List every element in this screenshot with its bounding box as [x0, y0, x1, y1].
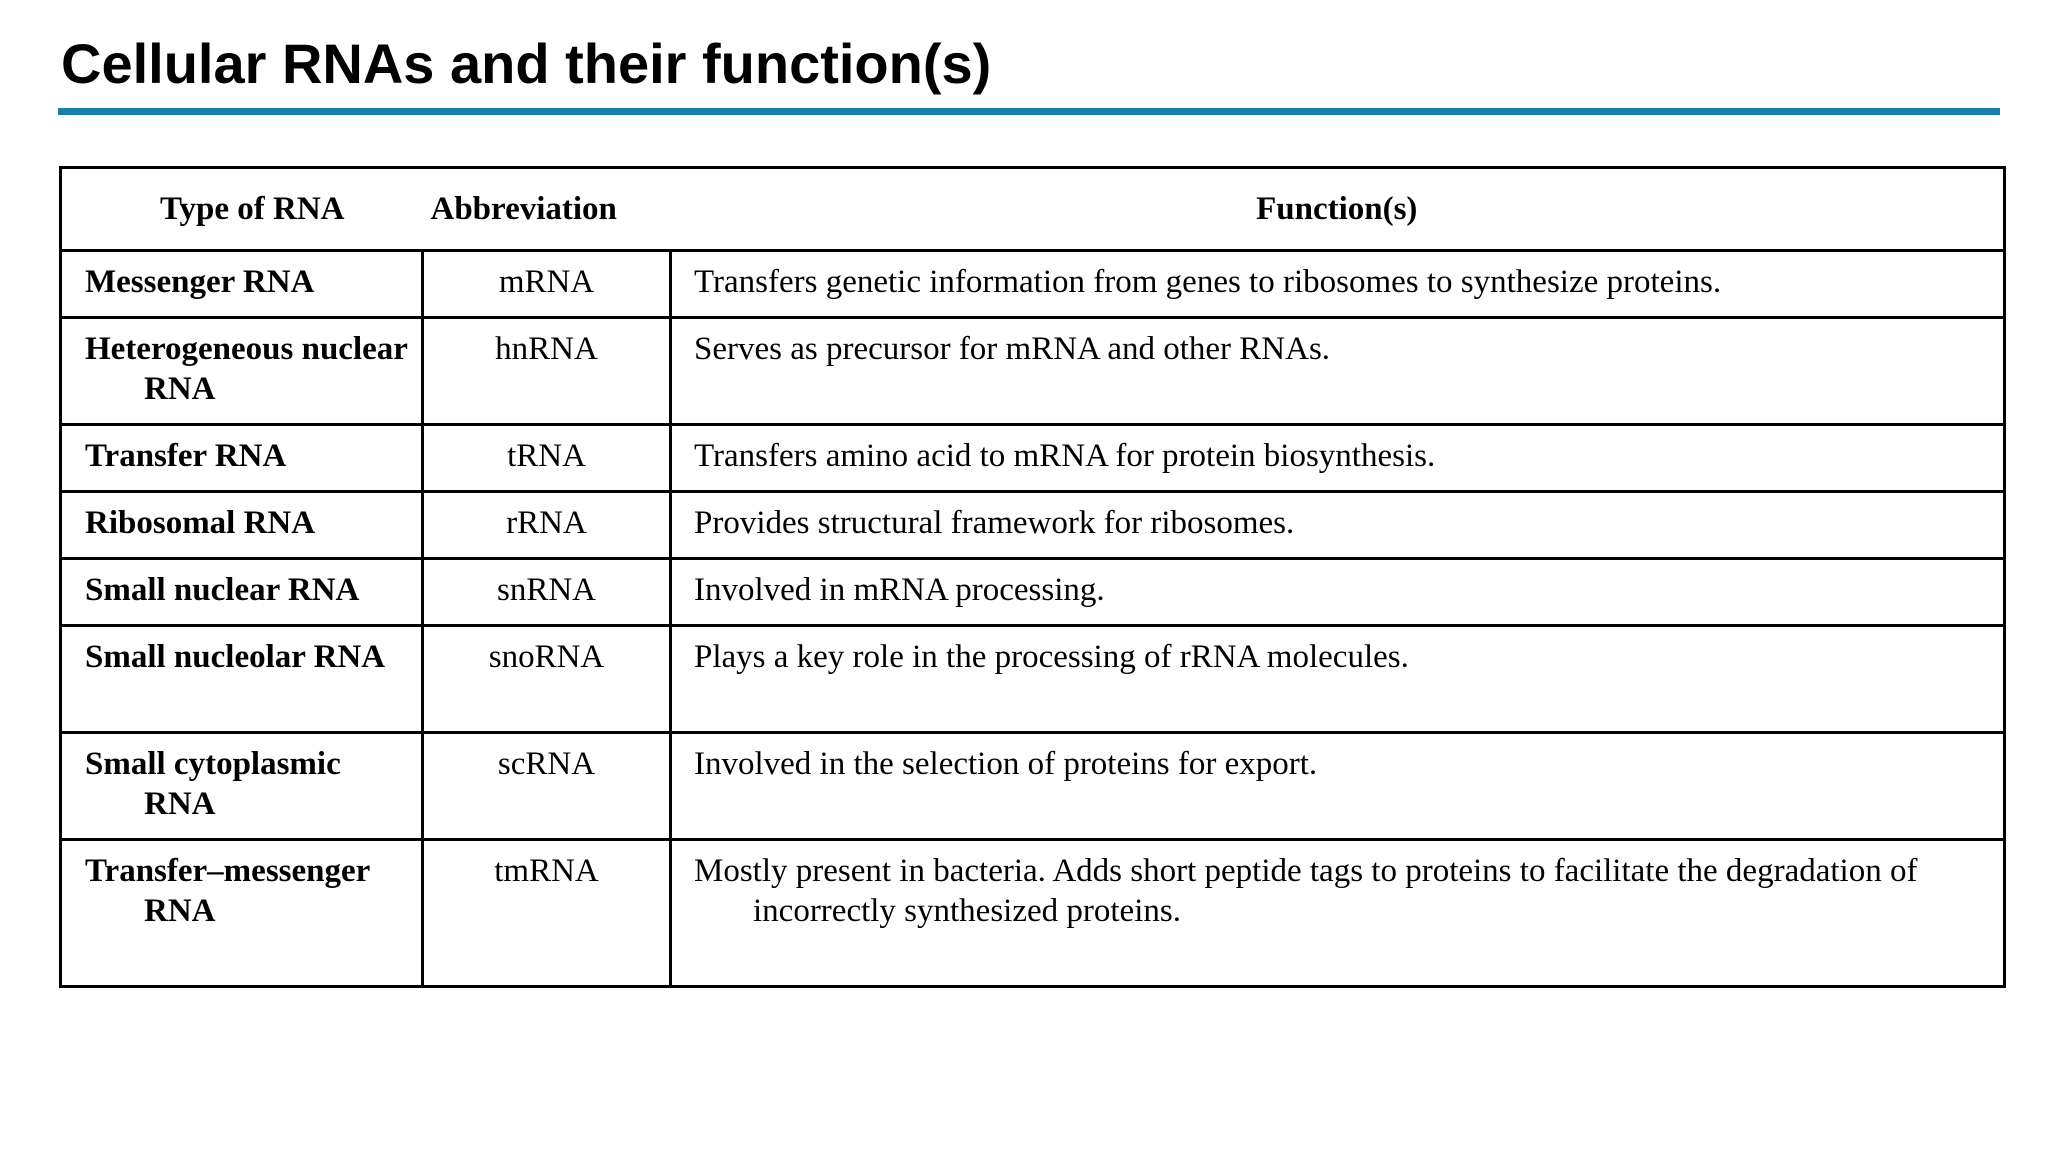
table-row	[61, 425, 2005, 492]
rna-function-cell	[671, 626, 2005, 733]
title-underline	[58, 108, 2000, 115]
rna-function: Transfers amino acid to mRNA for protein biosynthesis.	[694, 438, 1436, 474]
rna-type-cell	[61, 425, 423, 492]
rna-abbreviation: rRNA	[423, 492, 671, 559]
rna-type-cell	[61, 492, 423, 559]
rna-type-cell	[61, 318, 423, 425]
table-body	[61, 251, 2005, 987]
rna-abbreviation: tmRNA	[423, 840, 671, 987]
rna-function: Involved in the selection of proteins for export.	[694, 746, 1318, 782]
rna-type: Small nuclear RNA	[85, 572, 360, 608]
rna-function-cell	[671, 559, 2005, 626]
rna-function: Serves as precursor for mRNA and other RNAs.	[694, 331, 1331, 367]
rna-function-cell	[671, 318, 2005, 425]
table-row	[61, 559, 2005, 626]
header-abbreviation: Abbreviation	[423, 168, 671, 251]
rna-type: Small cytoplasmic RNA	[85, 746, 341, 822]
rna-abbreviation: snRNA	[423, 559, 671, 626]
rna-function-cell	[671, 425, 2005, 492]
rna-type-cell	[61, 559, 423, 626]
rna-type: Transfer–messenger RNA	[85, 853, 370, 929]
header-type-of-rna: Type of RNA	[61, 168, 423, 251]
rna-type-cell	[61, 626, 423, 733]
rna-type: Transfer RNA	[85, 438, 287, 474]
rna-type: Messenger RNA	[85, 264, 315, 300]
rna-abbreviation: scRNA	[423, 733, 671, 840]
rna-type: Small nucleolar RNA	[85, 639, 386, 675]
rna-function-table	[59, 166, 2006, 988]
rna-abbreviation: tRNA	[423, 425, 671, 492]
table-row	[61, 840, 2005, 987]
rna-function: Plays a key role in the processing of rRNA molecules.	[694, 639, 1409, 675]
slide-title: Cellular RNAs and their function(s)	[61, 32, 992, 95]
rna-function-cell	[671, 733, 2005, 840]
rna-function: Involved in mRNA processing.	[694, 572, 1105, 608]
rna-function: Transfers genetic information from genes to ribosomes to synthesize proteins.	[694, 264, 1722, 300]
rna-function-cell	[671, 840, 2005, 987]
table-row	[61, 626, 2005, 733]
rna-type-cell	[61, 251, 423, 318]
rna-function: Mostly present in bacteria. Adds short peptide tags to proteins to facilitate the degradation of incorrectly synthesized proteins.	[694, 853, 1918, 929]
table-row	[61, 733, 2005, 840]
rna-type: Heterogeneous nuclear RNA	[85, 331, 408, 407]
rna-type: Ribosomal RNA	[85, 505, 316, 541]
rna-function: Provides structural framework for ribosomes.	[694, 505, 1295, 541]
rna-abbreviation: snoRNA	[423, 626, 671, 733]
header-row	[61, 168, 2005, 251]
table-row	[61, 492, 2005, 559]
table-row	[61, 318, 2005, 425]
rna-type-cell	[61, 733, 423, 840]
table-row	[61, 251, 2005, 318]
table-header	[61, 168, 2005, 251]
rna-type-cell	[61, 840, 423, 987]
rna-function-cell	[671, 251, 2005, 318]
rna-function-cell	[671, 492, 2005, 559]
rna-abbreviation: hnRNA	[423, 318, 671, 425]
header-functions: Function(s)	[671, 168, 2005, 251]
rna-abbreviation: mRNA	[423, 251, 671, 318]
